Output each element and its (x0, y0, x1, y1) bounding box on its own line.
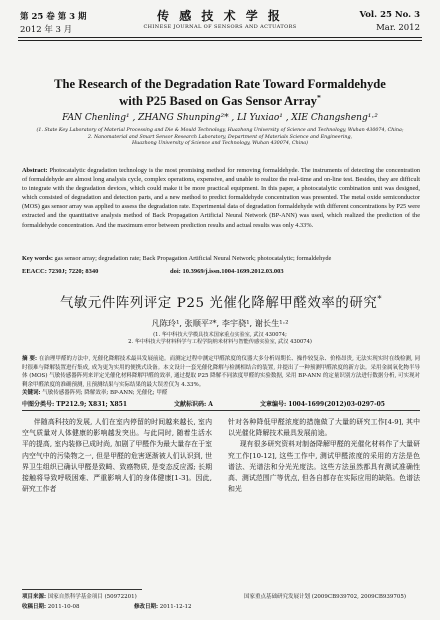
header-rule (18, 37, 422, 38)
footnote-funding-text: 国家自然科学基金项目 (50972201) (47, 594, 137, 600)
clc-number: 中图分类号: TP212.9; X831; X851 (22, 401, 128, 408)
affiliations-en (30, 128, 410, 148)
journal-name-en: CHINESE JOURNAL OF SENSORS AND ACTUATORS (143, 24, 297, 30)
footnote-dates (22, 602, 420, 610)
article-number: 文章编号: 1004-1699(2012)03-0297-05 (260, 401, 385, 408)
authors-en: FAN Chenling¹ , ZHANG Shunping²* , LI Yuxiao¹ , XIE Changsheng¹·² (62, 113, 378, 123)
doi[interactable]: doi: 10.3969/j.issn.1004-1699.2012.03.003 (170, 268, 284, 275)
abstract-en-label: Abstract: (22, 167, 48, 174)
keywords-en-label: Key words: (22, 255, 53, 262)
abstract-cn-label: 摘 要: (22, 356, 38, 362)
date-cn: 2012 年 3 月 (20, 25, 73, 35)
footnote-funding-label: 项目来源: (22, 594, 47, 600)
keywords-en-text: gas sensor array; degradation rate; Back Propagation Artificial Neural Network; photocatalytic; formaldehyde (54, 255, 332, 262)
title-cn-footnote-mark: * (377, 293, 383, 304)
abstract-cn (22, 355, 420, 389)
journal-name-cn: 传 感 技 术 学 报 (157, 9, 283, 23)
abstract-cn-text: 在治理甲醛的方法中, 光催化降解技术最具发展前途。而测定过程中测定甲醛浓度的仪器大多分析周期长、操作较复杂、价格昂贵, 无法实现实时在线检测, 同时很难与降解装置进行集成, 成为更为实用的便携式设备。本文设计一套光催化降解与检测相结合的装置, 并提出了一种预测甲醛浓度的新方法。采用金属氧化物半导体 (MOS) 气敏传感器阵列来评定光催化材料降解甲醛的效率, 通过提取 P25 降解不同浓度甲醛的实验数据, 采用 BP-ANN 的定量识别方法进行数据分析, 可实现对剩余甲醛浓度的准确预测, 且预测结果与实际结果的最大误差仅为 4.33%。 (22, 356, 420, 388)
affiliation-cn-1: (1. 华中科技大学模具技术国家重点实验室, 武汉 430074; (153, 332, 287, 338)
body-right-paragraph-1: 针对各种降低甲醛浓度的措施做了大量的研究工作[4-9], 其中以光催化降解技术最具发展前途。 (228, 418, 420, 438)
affiliation-cn-2: 2. 华中科技大学材料科学与工程学院纳米材料与智能传感实验室, 武汉 430074) (128, 339, 312, 346)
eeacc-code: EEACC: 7230J; 7220; 8340 (22, 268, 99, 275)
keywords-cn (22, 388, 420, 396)
received-date: 2011-10-08 (47, 604, 80, 610)
keywords-cn-text: 气敏传感器阵列; 降解效率; BP-ANN; 光催化; 甲醛 (42, 390, 168, 396)
section-divider (22, 410, 420, 411)
title-cn-text: 气敏元件阵列评定 P25 光催化降解甲醛效率的研究 (59, 296, 378, 311)
keywords-en (22, 255, 420, 264)
classification-line (22, 268, 420, 275)
title-en-line-2: with P25 Based on Gas Sensor Array (119, 94, 317, 108)
document-code: 文献标识码: A (174, 401, 213, 408)
revised-date-label: 修改日期: (134, 604, 159, 610)
title-en-footnote-mark: * (316, 92, 321, 102)
affiliation-en-3: Huazhong University of Science and Technology, Wuhan 430074, China) (131, 141, 309, 147)
volume-issue-en: Vol. 25 No. 3 (359, 10, 420, 20)
received-date-label: 收稿日期: (22, 604, 47, 610)
footnote-funding (22, 592, 420, 600)
affiliation-en-2: 2. Nanomaterial and Smart Sensor Research Laboratory, Department of Materials Science and Engineering, (87, 134, 353, 140)
footnote-funding-text-2: 国家重点基础研究发展计划 (2009CB939702, 2009CB939705) (244, 594, 407, 600)
abstract-en-text: Photocatalytic degradation technology is the most promising method for removing formaldehyde. The instruments of detecting the concentration of formaldehyde are almost long analysis cycle, complex operations, expensive, and unable to realize the real-time and on-line test. Besides, they are difficult to integrate with the degradation devices, which could make it be more practical equipment. In this paper, a photocatalytic combination unit was designed, which consisted of degradation and detection parts, and a new method to predict formaldehyde concentration was presented. The metal oxide semiconductor (MOS) gas sensor array was applied to assess the degradation rate. Experimental data of degradation formaldehyde with different concentrations by P25 were extracted and the quantitative analysis method of Back Propagation Artificial Neural Network (BP-ANN) was used, which realized the prediction of the formaldehyde concentration. And the maximum error between prediction results and actual results was only 4.33%. (22, 167, 420, 229)
body-right-paragraph-2: 现有很多研究资料对制备降解甲醛的光催化材料作了大量研究工作[10-12], 这些工作中, 测试甲醛浓度的采用的方法是色谱法、光谱法和分光光度法。这些方法虽然都具有测试准确性高、测试范围广等优点, 但各自都存在实际应用的缺陷。色谱法和光 (228, 440, 420, 494)
keywords-cn-label: 关键词: (22, 390, 41, 396)
revised-date: 2011-12-12 (159, 604, 192, 610)
header-rule-thin (18, 40, 422, 41)
affiliation-en-1: (1. State Key Laboratory of Material Processing and Die & Mould Technology, Huazhong University of Science and Technology, Wuhan 430074, China; (36, 128, 404, 133)
abstract-en (22, 166, 420, 230)
volume-issue-cn: 第 25 卷 第 3 期 (20, 12, 87, 22)
title-cn (22, 292, 420, 311)
authors-cn: 凡陈玲¹, 张顺平²*, 李宇骁¹, 谢长生¹·² (151, 318, 289, 328)
title-en-line-1: The Research of the Degradation Rate Toward Formaldehyde (54, 77, 386, 91)
date-en: Mar. 2012 (376, 23, 420, 33)
page-header (18, 6, 422, 52)
body-column-right (228, 417, 420, 495)
footnote-divider (22, 589, 142, 590)
affiliations-cn (30, 332, 410, 347)
title-en (20, 76, 420, 110)
body-column-left: 伴随高科技的发展, 人们在室内停留的时间越来越长, 室内空气质量对人体健康的影响越发突出。与此同时, 随着生活水平的提高, 室内装修已成时尚, 加剧了甲醛作为最大量存在于室内空气中的污染物之一, 但是甲醛的危害逐渐被人们认识到, 世界卫生组织已确认甲醛是致畸、致癌物质, 是变态反应源; 长期接触将导致呼吸困难、严重影响人们的身体健康[1-3]。因此, 研究工作者 (22, 418, 212, 494)
